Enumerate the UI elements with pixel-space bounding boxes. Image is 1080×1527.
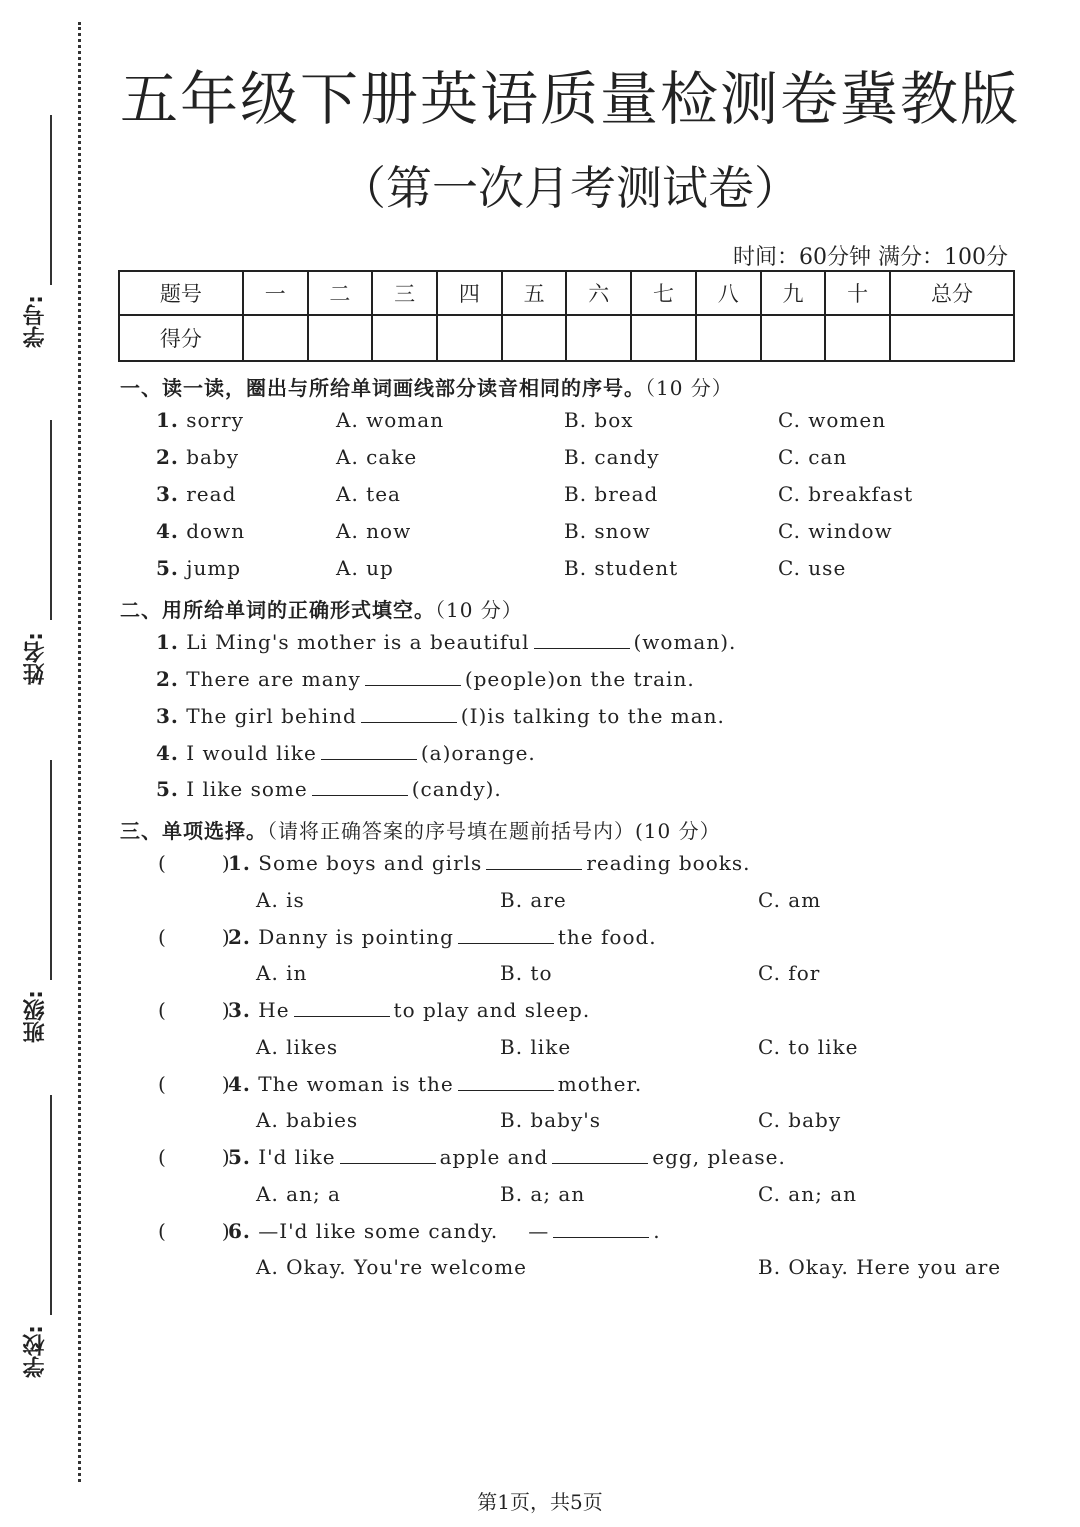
- s3-q2-option-b: B. to: [500, 961, 553, 985]
- s3-q5-option-b: B. a; an: [500, 1182, 586, 1206]
- section1-points: （10 分）: [645, 376, 733, 400]
- s1-q1-word: [156, 408, 244, 432]
- bracket-open: (: [158, 851, 166, 875]
- name-label: 姓名:: [23, 632, 48, 685]
- s1-q5-option-b: B. student: [564, 556, 679, 580]
- word: down: [186, 519, 246, 543]
- answer-bracket[interactable]: [158, 925, 230, 949]
- question-number: 1.: [156, 408, 179, 432]
- answer-blank[interactable]: [553, 1236, 649, 1238]
- sentence-end: mother.: [557, 1072, 643, 1096]
- s1-q2-option-a: A. cake: [336, 445, 418, 469]
- s1-q5-word: [156, 556, 241, 580]
- question-number: 3.: [156, 704, 179, 728]
- answer-blank[interactable]: [552, 1162, 648, 1164]
- section1-heading: [120, 372, 733, 401]
- sentence-end: (a)orange.: [420, 741, 536, 765]
- sentence-end: egg, please.: [652, 1145, 786, 1169]
- s1-q3-option-a: A. tea: [336, 482, 401, 506]
- section3-heading: [120, 815, 721, 844]
- s1-q2-option-b: B. candy: [564, 445, 660, 469]
- answer-blank[interactable]: [294, 1015, 390, 1017]
- bracket-open: (: [158, 998, 166, 1022]
- answer-bracket[interactable]: [158, 1072, 230, 1096]
- sentence-end: (I)is talking to the man.: [460, 704, 725, 728]
- sentence-end: the food.: [557, 925, 657, 949]
- s3-q4-option-c: C. baby: [758, 1108, 842, 1132]
- page-number: 第1页，共5页: [477, 1490, 603, 1514]
- s1-q5-option-a: A. up: [336, 556, 394, 580]
- score-table: [118, 270, 1015, 362]
- answer-bracket[interactable]: [158, 851, 230, 875]
- s3-q6-option-a: A. Okay. You're welcome: [256, 1255, 527, 1279]
- s1-q1-option-b: B. box: [564, 408, 634, 432]
- s3-q1-option-c: C. am: [758, 888, 822, 912]
- page-title: 五年级下册英语质量检测卷冀教版: [119, 65, 1020, 133]
- question-number: 1.: [156, 630, 179, 654]
- word: sorry: [186, 408, 244, 432]
- answer-blank[interactable]: [361, 721, 457, 723]
- sentence-start: Danny is pointing: [258, 925, 454, 949]
- s3-q3-option-b: B. like: [500, 1035, 572, 1059]
- s3-q3-option-c: C. to like: [758, 1035, 859, 1059]
- sentence-start: Some boys and girls: [258, 851, 483, 875]
- question-number: 3.: [228, 998, 251, 1022]
- s1-q2-word: [156, 445, 239, 469]
- s2-q5: [156, 777, 502, 801]
- question-number: 1.: [228, 851, 251, 875]
- s3-q1-option-a: A. is: [256, 888, 305, 912]
- sentence-end: (people)on the train.: [464, 667, 695, 691]
- word: read: [186, 482, 237, 506]
- bracket-open: (: [158, 1219, 166, 1243]
- score-cell[interactable]: [566, 315, 631, 361]
- s1-q4-option-b: B. snow: [564, 519, 651, 543]
- question-number: 2.: [228, 925, 251, 949]
- s3-q4-option-a: A. babies: [256, 1108, 359, 1132]
- s3-q5-option-c: C. an; an: [758, 1182, 858, 1206]
- time-info: 时间：60分钟 满分：100分: [733, 245, 1008, 270]
- score-col-header: 四: [437, 271, 502, 315]
- score-row-label: 得分: [119, 315, 243, 361]
- bracket-close: ): [221, 925, 230, 949]
- sentence-start: He: [258, 998, 290, 1022]
- word: jump: [186, 556, 242, 580]
- score-cell[interactable]: [696, 315, 761, 361]
- score-col-header: 二: [308, 271, 373, 315]
- s3-q6-option-b: B. Okay. Here you are: [758, 1255, 1002, 1279]
- answer-bracket[interactable]: [158, 1219, 230, 1243]
- question-number: 4.: [156, 519, 179, 543]
- s2-q1: [156, 630, 736, 654]
- score-cell[interactable]: [243, 315, 308, 361]
- score-cell[interactable]: [502, 315, 567, 361]
- s3-q2: [228, 925, 657, 949]
- s3-q3: [228, 998, 590, 1022]
- binding-dotted-line: [78, 22, 81, 1482]
- score-col-header: 八: [696, 271, 761, 315]
- s3-q3-option-a: A. likes: [256, 1035, 339, 1059]
- score-col-header: 一: [243, 271, 308, 315]
- question-number: 2.: [156, 667, 179, 691]
- section2-points: （10 分）: [435, 598, 523, 622]
- question-number: 4.: [156, 741, 179, 765]
- s2-q4: [156, 741, 536, 765]
- section2-heading: [120, 594, 523, 623]
- dialogue-line: —I'd like some candy.: [258, 1219, 499, 1243]
- question-number: 6.: [228, 1219, 251, 1243]
- s1-q4-option-c: C. window: [778, 519, 893, 543]
- s3-q4: [228, 1072, 642, 1096]
- s1-q3-option-b: B. bread: [564, 482, 659, 506]
- s3-q2-option-a: A. in: [256, 961, 308, 985]
- bracket-close: ): [221, 1072, 230, 1096]
- s3-q1: [228, 851, 751, 875]
- s1-q5-option-c: C. use: [778, 556, 847, 580]
- question-number: 3.: [156, 482, 179, 506]
- answer-blank[interactable]: [365, 684, 461, 686]
- bracket-close: ): [221, 998, 230, 1022]
- bracket-open: (: [158, 1145, 166, 1169]
- word: baby: [186, 445, 240, 469]
- sentence-start: The woman is the: [258, 1072, 454, 1096]
- s2-q2: [156, 667, 695, 691]
- score-col-header: 七: [631, 271, 696, 315]
- school-label: 学校:: [23, 1325, 48, 1378]
- score-col-header: 五: [502, 271, 567, 315]
- s1-q3-option-c: C. breakfast: [778, 482, 914, 506]
- question-number: 5.: [228, 1145, 251, 1169]
- s1-q2-option-c: C. can: [778, 445, 848, 469]
- sentence-start: I like some: [186, 777, 308, 801]
- score-cell[interactable]: [372, 315, 437, 361]
- s3-q5: [228, 1145, 786, 1169]
- score-cell[interactable]: [631, 315, 696, 361]
- answer-blank[interactable]: [486, 868, 582, 870]
- bracket-open: (: [158, 925, 166, 949]
- sentence-middle: apple and: [439, 1145, 549, 1169]
- score-cell[interactable]: [890, 315, 1014, 361]
- section1-title: 一、读一读，圈出与所给单词画线部分读音相同的序号。: [120, 376, 645, 400]
- sentence-end: (woman).: [633, 630, 737, 654]
- sentence-end: .: [653, 1219, 661, 1243]
- question-number: 4.: [228, 1072, 251, 1096]
- score-row-label: 题号: [119, 271, 243, 315]
- class-line: [50, 760, 52, 980]
- score-col-header: 九: [761, 271, 826, 315]
- s3-q4-option-b: B. baby's: [500, 1108, 602, 1132]
- question-number: 2.: [156, 445, 179, 469]
- s3-q6: [228, 1219, 661, 1243]
- section3-title: 三、单项选择。: [120, 819, 267, 843]
- sentence-start: There are many: [186, 667, 361, 691]
- answer-blank[interactable]: [312, 794, 408, 796]
- student-id-label: 学号:: [23, 295, 48, 348]
- bracket-close: ): [221, 851, 230, 875]
- s3-q2-option-c: C. for: [758, 961, 821, 985]
- answer-blank[interactable]: [458, 1089, 554, 1091]
- s2-q3: [156, 704, 725, 728]
- score-col-header: 六: [566, 271, 631, 315]
- sentence-end: (candy).: [411, 777, 502, 801]
- question-number: 5.: [156, 777, 179, 801]
- score-cell[interactable]: [308, 315, 373, 361]
- section2-title: 二、用所给单词的正确形式填空。: [120, 598, 435, 622]
- dialogue-dash: —: [528, 1219, 550, 1243]
- bracket-close: ): [221, 1219, 230, 1243]
- s3-q5-option-a: A. an; a: [256, 1182, 341, 1206]
- question-number: 5.: [156, 556, 179, 580]
- s1-q1-option-a: A. woman: [336, 408, 445, 432]
- sentence-start: Li Ming's mother is a beautiful: [186, 630, 530, 654]
- s1-q4-option-a: A. now: [336, 519, 412, 543]
- sentence-end: reading books.: [586, 851, 751, 875]
- page-subtitle: （第一次月考测试卷）: [340, 161, 800, 215]
- s1-q1-option-c: C. women: [778, 408, 887, 432]
- s3-q1-option-b: B. are: [500, 888, 567, 912]
- bracket-close: ): [221, 1145, 230, 1169]
- school-line: [50, 1095, 52, 1315]
- name-line: [50, 420, 52, 620]
- bracket-open: (: [158, 1072, 166, 1096]
- answer-bracket[interactable]: [158, 1145, 230, 1169]
- answer-blank[interactable]: [458, 942, 554, 944]
- class-label: 班级:: [23, 990, 48, 1043]
- score-col-header: 三: [372, 271, 437, 315]
- score-cell[interactable]: [761, 315, 826, 361]
- answer-blank[interactable]: [340, 1162, 436, 1164]
- answer-blank[interactable]: [321, 758, 417, 760]
- answer-blank[interactable]: [534, 647, 630, 649]
- sentence-start: I'd like: [258, 1145, 336, 1169]
- answer-bracket[interactable]: [158, 998, 230, 1022]
- score-cell[interactable]: [437, 315, 502, 361]
- s1-q3-word: [156, 482, 236, 506]
- score-cell[interactable]: [825, 315, 890, 361]
- sentence-start: I would like: [186, 741, 317, 765]
- section3-note: （请将正确答案的序号填在题前括号内）(10 分）: [267, 819, 721, 843]
- score-col-header: 总分: [890, 271, 1014, 315]
- sentence-end: to play and sleep.: [393, 998, 591, 1022]
- score-col-header: 十: [825, 271, 890, 315]
- s1-q4-word: [156, 519, 245, 543]
- sentence-start: The girl behind: [186, 704, 357, 728]
